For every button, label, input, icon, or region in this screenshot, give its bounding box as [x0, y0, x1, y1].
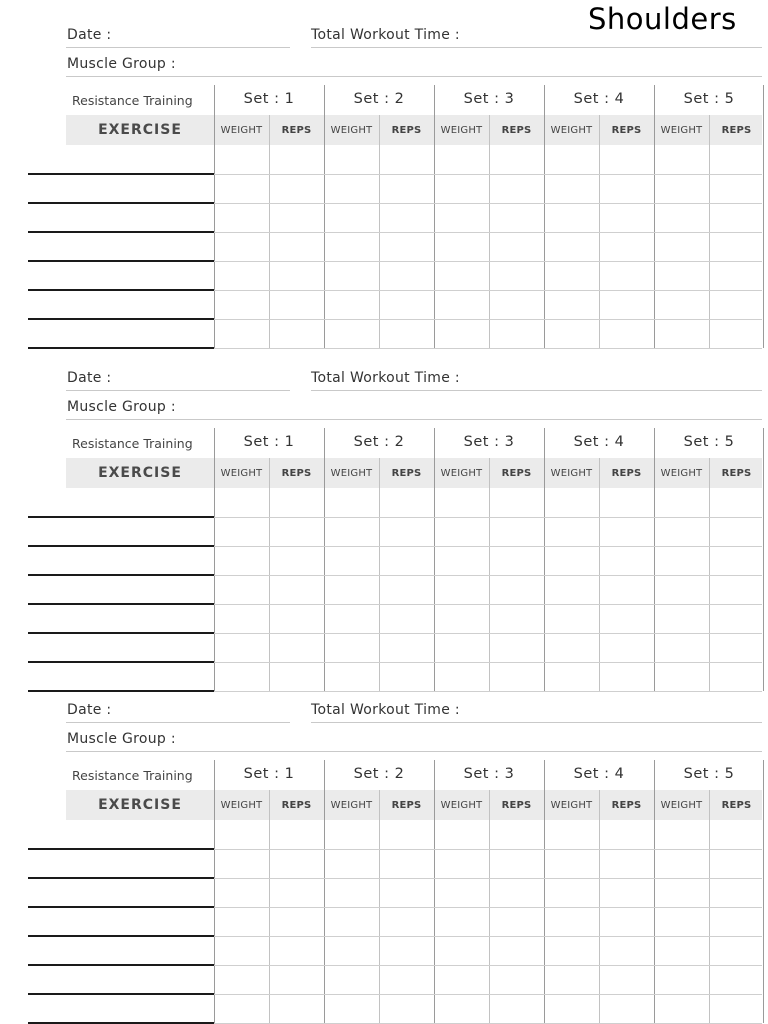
exercise-entry-line[interactable]: [28, 231, 214, 233]
set-header: Set : 2: [353, 434, 405, 450]
reps-header: REPS: [391, 800, 422, 811]
grid-row-line: [214, 633, 762, 634]
grid-column-line: [434, 428, 435, 691]
grid-row-line: [214, 319, 762, 320]
grid-column-line: [763, 428, 764, 691]
set-header: Set : 5: [683, 434, 735, 450]
grid-column-line: [654, 85, 655, 348]
resistance-training-label: Resistance Training: [72, 93, 193, 108]
reps-header: REPS: [721, 125, 752, 136]
grid-column-line: [654, 760, 655, 1023]
muscle-group-field[interactable]: [66, 76, 762, 77]
exercise-header: EXERCISE: [98, 797, 182, 813]
exercise-entry-line[interactable]: [28, 661, 214, 663]
reps-header: REPS: [281, 125, 312, 136]
reps-header: REPS: [391, 468, 422, 479]
set-header: Set : 5: [683, 766, 735, 782]
exercise-entry-line[interactable]: [28, 993, 214, 995]
exercise-table: [66, 428, 762, 692]
grid-column-line: [763, 85, 764, 348]
set-header: Set : 5: [683, 91, 735, 107]
reps-header: REPS: [281, 800, 312, 811]
grid-row-line: [214, 936, 762, 937]
workout-block: [0, 343, 768, 683]
set-header: Set : 2: [353, 766, 405, 782]
weight-header: WEIGHT: [330, 800, 373, 811]
grid-column-line: [434, 760, 435, 1023]
muscle-group-field[interactable]: [66, 419, 762, 420]
date-label: Date :: [67, 370, 112, 386]
grid-row-line: [214, 662, 762, 663]
reps-header: REPS: [611, 468, 642, 479]
exercise-entry-line[interactable]: [28, 574, 214, 576]
grid-column-line: [324, 760, 325, 1023]
exercise-entry-line[interactable]: [28, 906, 214, 908]
reps-header: REPS: [501, 125, 532, 136]
grid-row-line: [214, 878, 762, 879]
set-header: Set : 4: [573, 434, 625, 450]
resistance-training-label: Resistance Training: [72, 768, 193, 783]
grid-row-line: [214, 174, 762, 175]
exercise-entry-line[interactable]: [28, 516, 214, 518]
workout-block: [0, 0, 768, 340]
exercise-entry-line[interactable]: [28, 935, 214, 937]
exercise-table: [66, 760, 762, 1024]
reps-header: REPS: [611, 125, 642, 136]
total-workout-time-field[interactable]: [311, 390, 762, 391]
total-workout-time-label: Total Workout Time :: [311, 702, 460, 718]
page-title: Shoulders: [588, 2, 737, 36]
grid-row-line: [214, 604, 762, 605]
weight-header: WEIGHT: [660, 468, 703, 479]
grid-row-line: [214, 203, 762, 204]
weight-header: WEIGHT: [550, 125, 593, 136]
reps-header: REPS: [281, 468, 312, 479]
total-workout-time-field[interactable]: [311, 722, 762, 723]
weight-header: WEIGHT: [660, 125, 703, 136]
grid-column-line: [324, 428, 325, 691]
workout-block: [0, 675, 768, 1015]
set-header: Set : 3: [463, 434, 515, 450]
weight-header: WEIGHT: [440, 468, 483, 479]
muscle-group-field[interactable]: [66, 751, 762, 752]
reps-header: REPS: [501, 800, 532, 811]
muscle-group-label: Muscle Group :: [67, 56, 176, 72]
exercise-entry-line[interactable]: [28, 545, 214, 547]
grid-row-line: [214, 994, 762, 995]
grid-column-line: [434, 85, 435, 348]
grid-column-line: [544, 760, 545, 1023]
date-field[interactable]: [66, 390, 290, 391]
grid-column-line: [544, 85, 545, 348]
weight-header: WEIGHT: [330, 468, 373, 479]
weight-header: WEIGHT: [220, 468, 263, 479]
set-header: Set : 2: [353, 91, 405, 107]
exercise-entry-line[interactable]: [28, 289, 214, 291]
reps-header: REPS: [721, 800, 752, 811]
grid-column-line: [544, 428, 545, 691]
exercise-header: EXERCISE: [98, 465, 182, 481]
set-header: Set : 4: [573, 766, 625, 782]
total-workout-time-label: Total Workout Time :: [311, 370, 460, 386]
exercise-header: EXERCISE: [98, 122, 182, 138]
exercise-entry-line[interactable]: [28, 202, 214, 204]
resistance-training-label: Resistance Training: [72, 436, 193, 451]
grid-row-line: [214, 575, 762, 576]
exercise-entry-line[interactable]: [28, 632, 214, 634]
grid-column-line: [214, 428, 215, 691]
exercise-entry-line[interactable]: [28, 848, 214, 850]
exercise-table: [66, 85, 762, 349]
reps-header: REPS: [611, 800, 642, 811]
grid-row-line: [214, 232, 762, 233]
grid-row-line: [214, 261, 762, 262]
set-header: Set : 1: [243, 91, 295, 107]
muscle-group-label: Muscle Group :: [67, 399, 176, 415]
grid-column-line: [654, 428, 655, 691]
weight-header: WEIGHT: [440, 800, 483, 811]
weight-header: WEIGHT: [440, 125, 483, 136]
grid-row-line: [214, 849, 762, 850]
grid-column-line: [763, 760, 764, 1023]
weight-header: WEIGHT: [220, 800, 263, 811]
date-field[interactable]: [66, 722, 290, 723]
total-workout-time-label: Total Workout Time :: [311, 27, 460, 43]
reps-header: REPS: [391, 125, 422, 136]
grid-row-line: [214, 907, 762, 908]
exercise-entry-line[interactable]: [28, 318, 214, 320]
grid-row-line: [214, 546, 762, 547]
exercise-entry-line[interactable]: [28, 877, 214, 879]
exercise-entry-line[interactable]: [28, 603, 214, 605]
grid-column-line: [214, 760, 215, 1023]
exercise-entry-line[interactable]: [28, 173, 214, 175]
muscle-group-label: Muscle Group :: [67, 731, 176, 747]
set-header: Set : 1: [243, 766, 295, 782]
grid-row-line: [214, 965, 762, 966]
weight-header: WEIGHT: [330, 125, 373, 136]
total-workout-time-field[interactable]: [311, 47, 762, 48]
grid-column-line: [324, 85, 325, 348]
weight-header: WEIGHT: [220, 125, 263, 136]
weight-header: WEIGHT: [550, 800, 593, 811]
set-header: Set : 1: [243, 434, 295, 450]
date-field[interactable]: [66, 47, 290, 48]
set-header: Set : 3: [463, 766, 515, 782]
weight-header: WEIGHT: [660, 800, 703, 811]
grid-row-line: [214, 290, 762, 291]
reps-header: REPS: [501, 468, 532, 479]
exercise-entry-line[interactable]: [28, 964, 214, 966]
set-header: Set : 3: [463, 91, 515, 107]
grid-row-line: [214, 517, 762, 518]
date-label: Date :: [67, 27, 112, 43]
grid-column-line: [214, 85, 215, 348]
exercise-entry-line[interactable]: [28, 260, 214, 262]
reps-header: REPS: [721, 468, 752, 479]
date-label: Date :: [67, 702, 112, 718]
set-header: Set : 4: [573, 91, 625, 107]
weight-header: WEIGHT: [550, 468, 593, 479]
